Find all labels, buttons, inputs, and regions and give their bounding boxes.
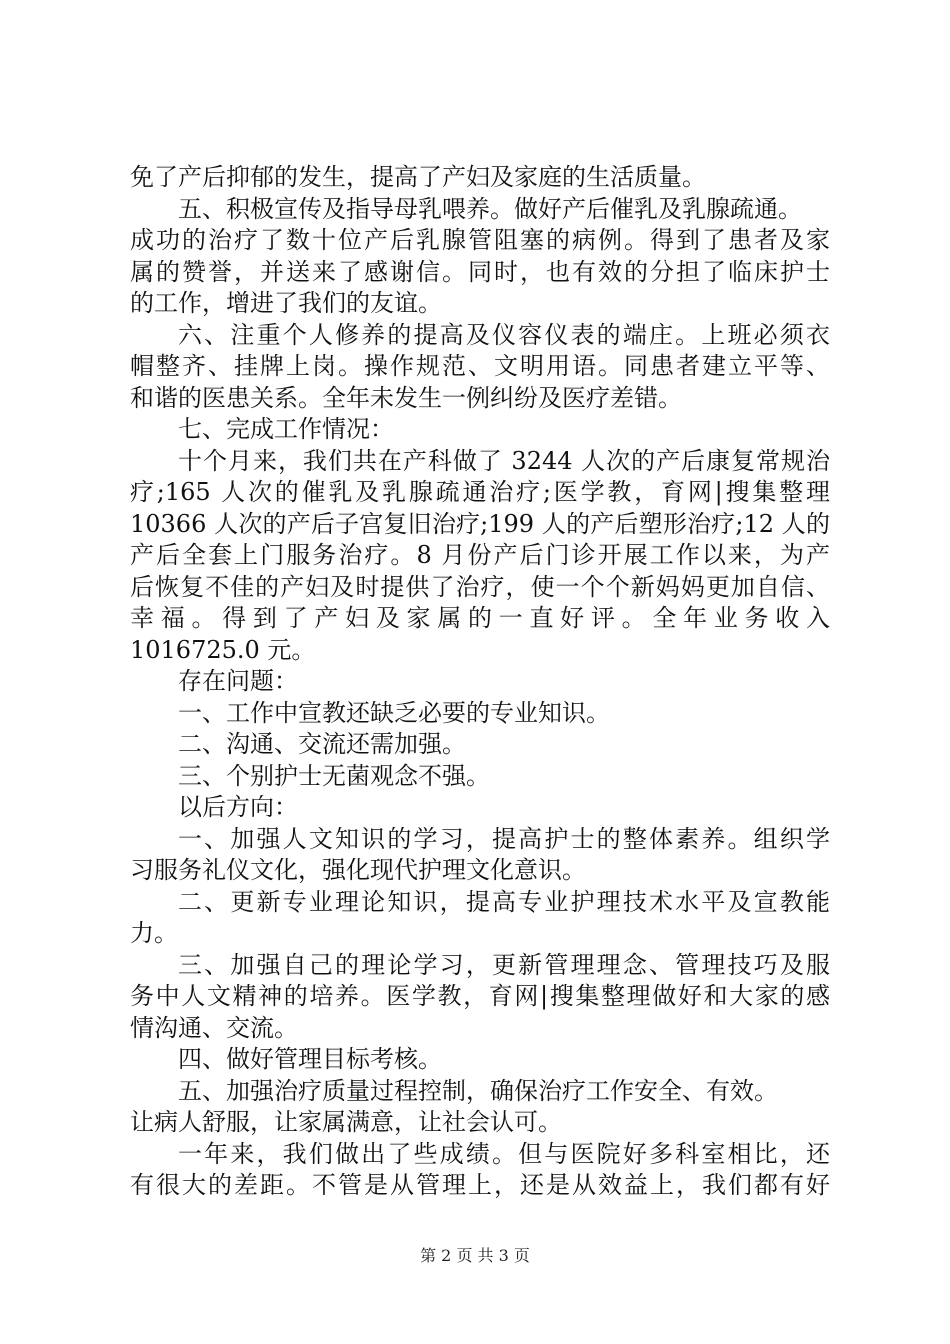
- text-line: 一、工作中宣教还缺乏必要的专业知识。: [178, 698, 610, 727]
- text-line: 产后全套上门服务治疗。8 月份产后门诊开展工作以来，为产: [130, 541, 830, 569]
- text-line: 疗;165 人次的催乳及乳腺疏通治疗;医学教，育网|搜集整理: [130, 478, 830, 506]
- text-line: 帽整齐、挂牌上岗。操作规范、文明用语。同患者建立平等、: [130, 352, 830, 380]
- text-line: 六、注重个人修养的提高及仪容仪表的端庄。上班必须衣: [178, 320, 830, 349]
- text-line: 属的赞誉，并送来了感谢信。同时，也有效的分担了临床护士: [130, 257, 830, 286]
- text-line: 五、加强治疗质量过程控制，确保治疗工作安全、有效。: [178, 1076, 778, 1105]
- text-line: 力。: [130, 919, 178, 947]
- text-line: 习服务礼仪文化，强化现代护理文化意识。: [130, 856, 586, 884]
- text-line: 情沟通、交流。: [130, 1013, 298, 1042]
- page-footer: 第 2 页 共 3 页: [420, 1246, 530, 1265]
- text-line: 三、加强自己的理论学习，更新管理理念、管理技巧及服: [178, 950, 830, 979]
- text-line: 和谐的医患关系。全年未发生一例纠纷及医疗差错。: [130, 383, 682, 412]
- text-line: 1016725.0 元。: [130, 635, 316, 664]
- text-line: 10366 人次的产后子宫复旧治疗;199 人的产后塑形治疗;12 人的: [130, 509, 830, 538]
- text-line: 成功的治疗了数十位产后乳腺管阻塞的病例。得到了患者及家: [130, 226, 830, 254]
- text-line: 幸福。得到了产妇及家属的一直好评。全年业务收入: [130, 604, 830, 632]
- document-body: [130, 162, 830, 1202]
- text-line: 二、沟通、交流还需加强。: [178, 730, 466, 758]
- text-line: 以后方向：: [178, 793, 298, 821]
- text-line: 二、更新专业理论知识，提高专业护理技术水平及宣教能: [178, 887, 830, 916]
- text-line: 一、加强人文知识的学习，提高护士的整体素养。组织学: [178, 824, 830, 853]
- text-line: 七、完成工作情况：: [178, 415, 394, 443]
- text-line: 让病人舒服，让家属满意，让社会认可。: [130, 1108, 562, 1136]
- text-line: 务中人文精神的培养。医学教，育网|搜集整理做好和大家的感: [130, 982, 830, 1010]
- text-line: 十个月来，我们共在产科做了 3244 人次的产后康复常规治: [178, 446, 830, 475]
- text-line: 的工作，增进了我们的友谊。: [130, 289, 442, 317]
- text-line: 有很大的差距。不管是从管理上，还是从效益上，我们都有好: [130, 1171, 830, 1199]
- text-line: 后恢复不佳的产妇及时提供了治疗，使一个个新妈妈更加自信、: [130, 572, 830, 601]
- text-line: 三、个别护士无菌观念不强。: [178, 761, 490, 790]
- text-line: 五、积极宣传及指导母乳喂养。做好产后催乳及乳腺疏通。: [178, 194, 802, 223]
- text-line: 四、做好管理目标考核。: [178, 1045, 442, 1073]
- text-line: 免了产后抑郁的发生，提高了产妇及家庭的生活质量。: [130, 163, 706, 191]
- text-line: 存在问题：: [178, 667, 298, 695]
- text-line: 一年来，我们做出了些成绩。但与医院好多科室相比，还: [178, 1139, 830, 1168]
